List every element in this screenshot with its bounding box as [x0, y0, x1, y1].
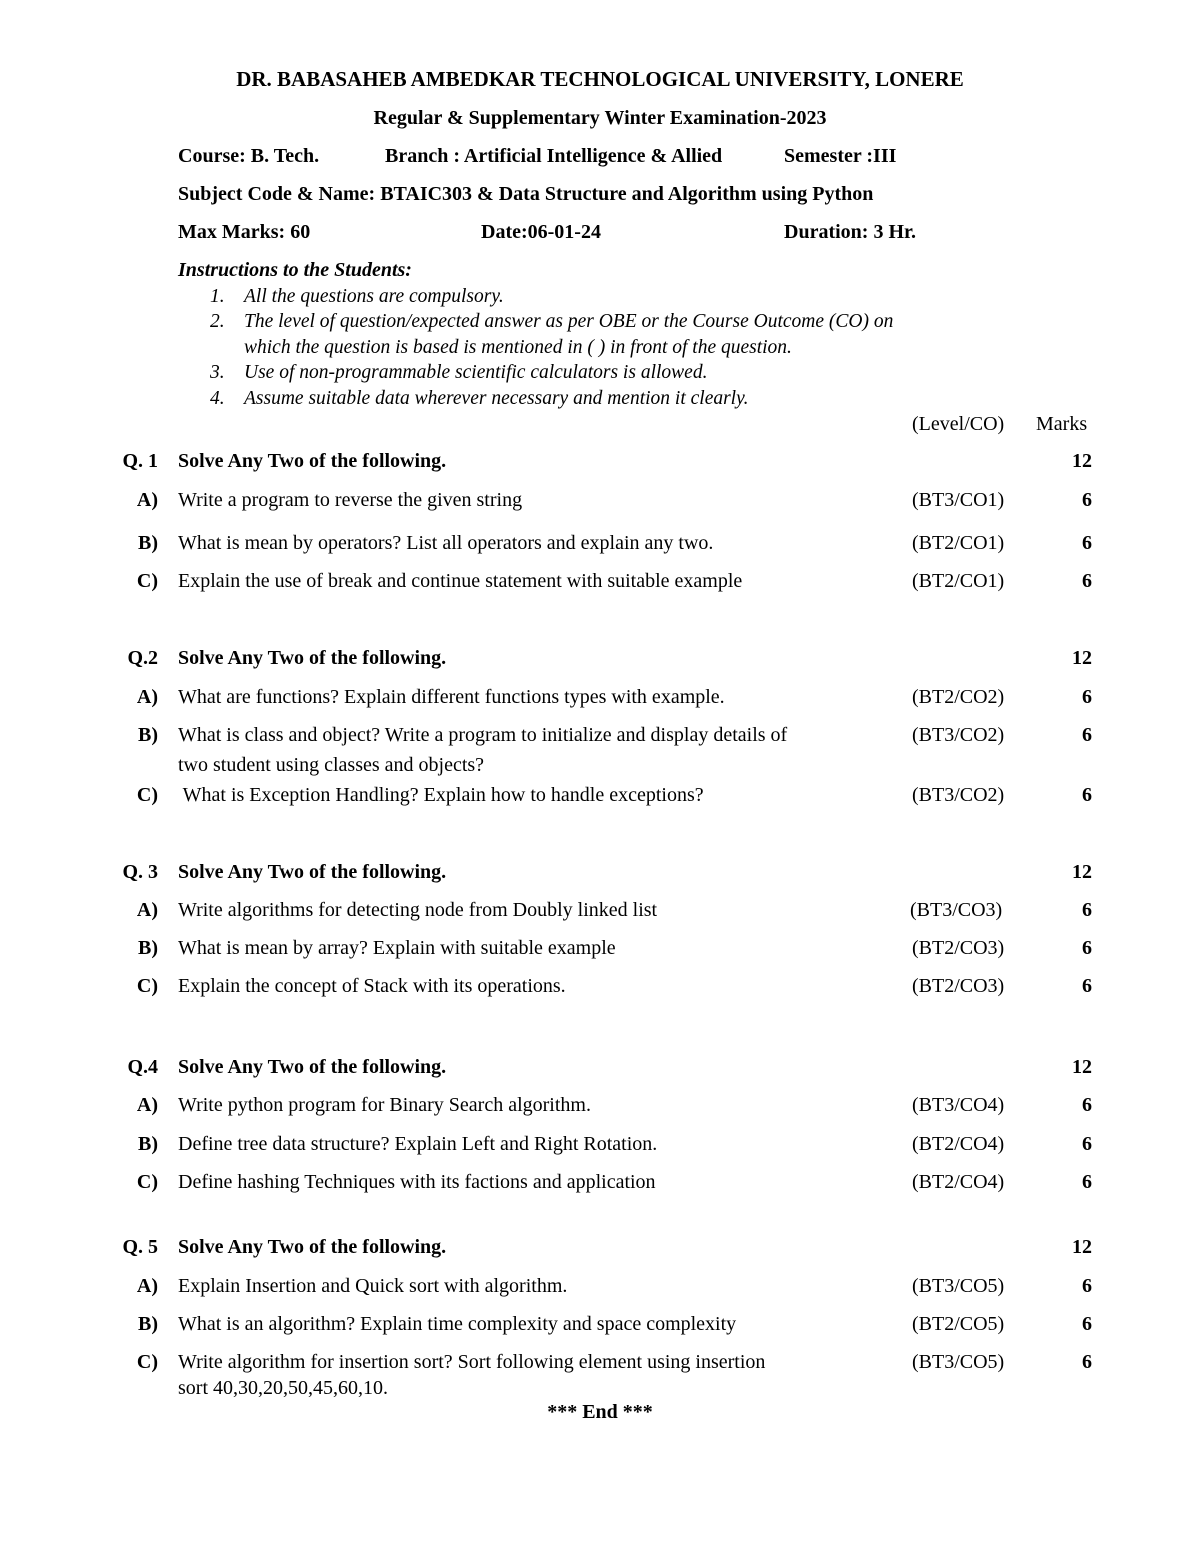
part-level: (BT3/CO5)	[912, 1351, 1005, 1373]
part-marks: 6	[1082, 784, 1092, 806]
question-title: Solve Any Two of the following.	[178, 1236, 447, 1258]
question-marks: 12	[1072, 647, 1092, 669]
part-marks: 6	[1082, 937, 1092, 959]
part-level: (BT2/CO1)	[912, 570, 1005, 592]
part-level: (BT3/CO2)	[912, 784, 1005, 806]
part-level: (BT2/CO3)	[912, 975, 1005, 997]
part-level: (BT2/CO4)	[912, 1133, 1005, 1155]
part-text-continued: sort 40,30,20,50,45,60,10.	[178, 1377, 388, 1399]
part-text: Write python program for Binary Search algorithm.	[178, 1094, 591, 1116]
part-level: (BT3/CO3)	[910, 899, 1003, 921]
part-level: (BT3/CO2)	[912, 724, 1005, 746]
part-label: C)	[136, 1171, 158, 1193]
part-text-continued: two student using classes and objects?	[178, 754, 485, 776]
instruction-num: 2.	[210, 311, 225, 332]
part-level: (BT2/CO3)	[912, 937, 1005, 959]
part-label: A)	[136, 899, 158, 921]
instruction-num: 3.	[210, 362, 225, 383]
part-level: (BT3/CO4)	[912, 1094, 1005, 1116]
part-text: What is mean by array? Explain with suitable example	[178, 937, 616, 959]
exam-title: Regular & Supplementary Winter Examination-2023	[373, 107, 827, 129]
instruction-text: All the questions are compulsory.	[244, 286, 504, 307]
part-marks: 6	[1082, 570, 1092, 592]
part-level: (BT3/CO1)	[912, 489, 1005, 511]
question-title: Solve Any Two of the following.	[178, 1056, 447, 1078]
question-title: Solve Any Two of the following.	[178, 861, 447, 883]
date-label: Date:06-01-24	[481, 221, 601, 243]
part-text: Define hashing Techniques with its factions and application	[178, 1171, 656, 1193]
part-marks: 6	[1082, 532, 1092, 554]
part-text: Explain the use of break and continue statement with suitable example	[178, 570, 743, 592]
part-marks: 6	[1082, 1171, 1092, 1193]
duration-label: Duration: 3 Hr.	[784, 221, 917, 243]
part-level: (BT2/CO1)	[912, 532, 1005, 554]
part-label: B)	[138, 1133, 158, 1155]
part-marks: 6	[1082, 489, 1092, 511]
part-text: Write algorithm for insertion sort? Sort following element using insertion	[178, 1351, 766, 1373]
level-column-header: (Level/CO)	[912, 413, 1005, 435]
instructions-title: Instructions to the Students:	[178, 259, 412, 281]
part-marks: 6	[1082, 724, 1092, 746]
part-level: (BT2/CO2)	[912, 686, 1005, 708]
question-number: Q.4	[127, 1056, 158, 1078]
question-number: Q. 5	[122, 1236, 158, 1258]
subject-label: Subject Code & Name: BTAIC303 & Data Structure and Algorithm using Python	[178, 183, 874, 205]
question-title: Solve Any Two of the following.	[178, 647, 447, 669]
question-marks: 12	[1072, 861, 1092, 883]
part-text: Explain Insertion and Quick sort with algorithm.	[178, 1275, 568, 1297]
course-label: Course: B. Tech.	[178, 145, 320, 167]
part-label: A)	[136, 686, 158, 708]
part-label: A)	[136, 489, 158, 511]
semester-label: Semester :III	[784, 145, 897, 167]
part-label: B)	[138, 937, 158, 959]
part-text: Write algorithms for detecting node from Doubly linked list	[178, 899, 658, 921]
part-label: B)	[138, 1313, 158, 1335]
part-marks: 6	[1082, 1275, 1092, 1297]
part-text: What is an algorithm? Explain time complexity and space complexity	[178, 1313, 737, 1335]
max-marks-label: Max Marks: 60	[178, 221, 311, 243]
instruction-num: 4.	[210, 388, 225, 409]
part-label: B)	[138, 532, 158, 554]
part-label: C)	[136, 1351, 158, 1373]
part-label: C)	[136, 975, 158, 997]
part-marks: 6	[1082, 1351, 1092, 1373]
question-number: Q. 1	[122, 450, 158, 472]
part-level: (BT2/CO5)	[912, 1313, 1005, 1335]
question-marks: 12	[1072, 1236, 1092, 1258]
question-number: Q. 3	[122, 861, 158, 883]
university-title: DR. BABASAHEB AMBEDKAR TECHNOLOGICAL UNIVERSITY, LONERE	[236, 67, 964, 91]
part-label: A)	[136, 1275, 158, 1297]
part-level: (BT3/CO5)	[912, 1275, 1005, 1297]
part-text: What is class and object? Write a program to initialize and display details of	[178, 724, 788, 746]
part-marks: 6	[1082, 899, 1092, 921]
instruction-text: Assume suitable data wherever necessary and mention it clearly.	[244, 388, 749, 409]
part-text: What is mean by operators? List all operators and explain any two.	[178, 532, 714, 554]
question-title: Solve Any Two of the following.	[178, 450, 447, 472]
part-label: A)	[136, 1094, 158, 1116]
part-text: Write a program to reverse the given string	[178, 489, 523, 511]
part-text: Define tree data structure? Explain Left and Right Rotation.	[178, 1133, 658, 1155]
part-text: Explain the concept of Stack with its operations.	[178, 975, 566, 997]
part-marks: 6	[1082, 1313, 1092, 1335]
end-marker: *** End ***	[547, 1401, 653, 1423]
instruction-text: The level of question/expected answer as per OBE or the Course Outcome (CO) on	[244, 311, 894, 332]
part-marks: 6	[1082, 1133, 1092, 1155]
part-text: What are functions? Explain different functions types with example.	[178, 686, 725, 708]
part-text: What is Exception Handling? Explain how to handle exceptions?	[178, 784, 704, 806]
part-marks: 6	[1082, 975, 1092, 997]
instruction-num: 1.	[210, 286, 225, 307]
marks-column-header: Marks	[1036, 413, 1088, 435]
instruction-text-continued: which the question is based is mentioned in ( ) in front of the question.	[244, 337, 792, 358]
part-marks: 6	[1082, 1094, 1092, 1116]
question-marks: 12	[1072, 1056, 1092, 1078]
part-label: C)	[136, 570, 158, 592]
part-label: C)	[136, 784, 158, 806]
question-marks: 12	[1072, 450, 1092, 472]
branch-label: Branch : Artificial Intelligence & Allied	[385, 145, 723, 167]
question-number: Q.2	[127, 647, 158, 669]
part-level: (BT2/CO4)	[912, 1171, 1005, 1193]
part-marks: 6	[1082, 686, 1092, 708]
part-label: B)	[138, 724, 158, 746]
instruction-text: Use of non-programmable scientific calculators is allowed.	[244, 362, 708, 383]
